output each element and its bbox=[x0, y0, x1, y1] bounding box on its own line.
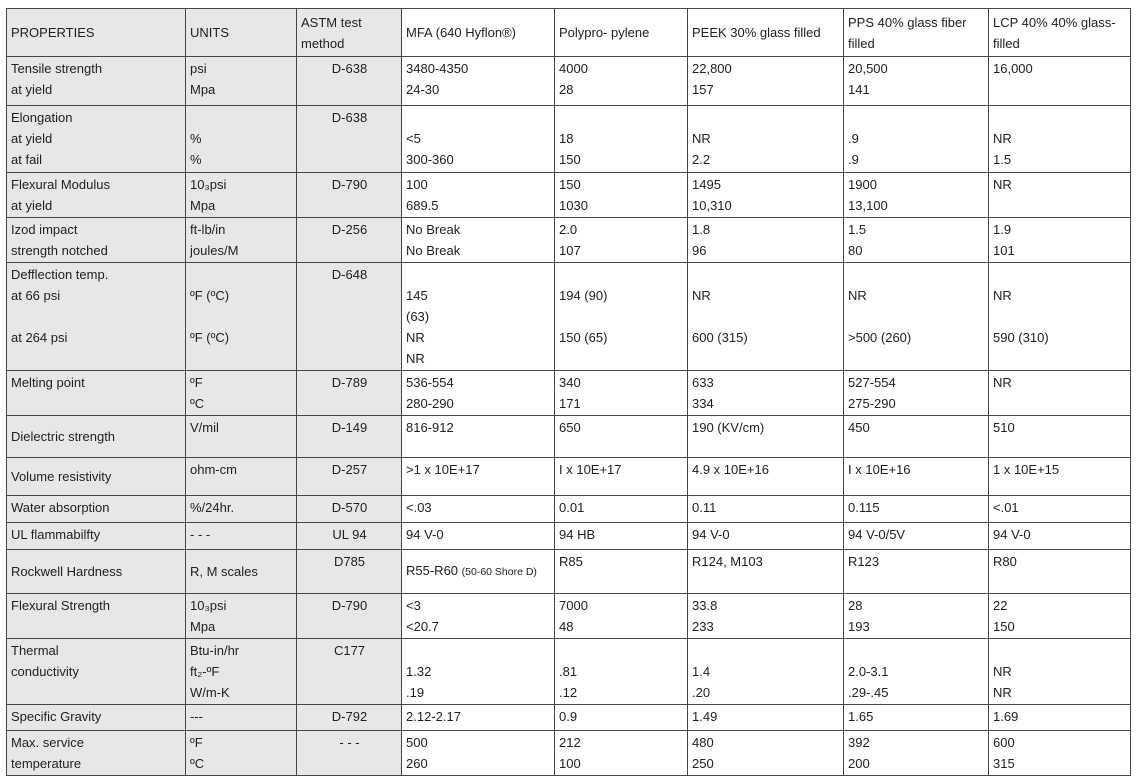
cell-thermal-conductivity-pps: 2.0-3.1 .29-.45 bbox=[844, 639, 989, 705]
cell-elongation-astm: D-638 bbox=[297, 106, 402, 173]
cell-specific-gravity-properties: Specific Gravity bbox=[7, 705, 186, 731]
cell-flexural-modulus-peek: 1495 10,310 bbox=[688, 173, 844, 218]
cell-ul-flammability-astm: UL 94 bbox=[297, 523, 402, 550]
cell-rockwell-hardness-properties: Rockwell Hardness bbox=[7, 550, 186, 594]
cell-rockwell-hardness-lcp: R80 bbox=[989, 550, 1131, 594]
cell-ul-flammability-lcp: 94 V-0 bbox=[989, 523, 1131, 550]
cell-specific-gravity-polypropylene: 0.9 bbox=[555, 705, 688, 731]
cell-flexural-strength-units: 10₃psi Mpa bbox=[186, 594, 297, 639]
cell-izod-impact-lcp: 1.9 101 bbox=[989, 218, 1131, 263]
cell-thermal-conductivity-units: Btu-in/hr ft₂-ºF W/m-K bbox=[186, 639, 297, 705]
table-row-ul-flammability bbox=[7, 523, 1131, 550]
cell-specific-gravity-units: --- bbox=[186, 705, 297, 731]
table-row-specific-gravity bbox=[7, 705, 1131, 731]
cell-flexural-strength-pps: 28 193 bbox=[844, 594, 989, 639]
cell-deflection-temp-peek: NR 600 (315) bbox=[688, 263, 844, 371]
cell-max-service-temp-peek: 480 250 bbox=[688, 731, 844, 776]
cell-dielectric-strength-astm: D-149 bbox=[297, 416, 402, 458]
material-properties-table-wrapper bbox=[6, 8, 1131, 776]
cell-volume-resistivity-pps: I x 10E+16 bbox=[844, 458, 989, 496]
cell-thermal-conductivity-properties: Thermal conductivity bbox=[7, 639, 186, 705]
table-row-deflection-temp bbox=[7, 263, 1131, 371]
cell-elongation-lcp: NR 1.5 bbox=[989, 106, 1131, 173]
cell-melting-point-pps: 527-554 275-290 bbox=[844, 371, 989, 416]
cell-flexural-strength-lcp: 22 150 bbox=[989, 594, 1131, 639]
cell-elongation-pps: .9 .9 bbox=[844, 106, 989, 173]
cell-flexural-modulus-properties: Flexural Modulus at yield bbox=[7, 173, 186, 218]
table-row-izod-impact bbox=[7, 218, 1131, 263]
cell-elongation-peek: NR 2.2 bbox=[688, 106, 844, 173]
cell-ul-flammability-properties: UL flammabilfty bbox=[7, 523, 186, 550]
cell-flexural-strength-mfa: <3 <20.7 bbox=[402, 594, 555, 639]
cell-tensile-strength-polypropylene: 4000 28 bbox=[555, 57, 688, 106]
cell-dielectric-strength-pps: 450 bbox=[844, 416, 989, 458]
cell-flexural-modulus-astm: D-790 bbox=[297, 173, 402, 218]
cell-izod-impact-polypropylene: 2.0 107 bbox=[555, 218, 688, 263]
cell-izod-impact-mfa: No Break No Break bbox=[402, 218, 555, 263]
cell-melting-point-mfa: 536-554 280-290 bbox=[402, 371, 555, 416]
table-row-melting-point bbox=[7, 371, 1131, 416]
header-cell-mfa: MFA (640 Hyflon®) bbox=[402, 9, 555, 57]
cell-specific-gravity-mfa: 2.12-2.17 bbox=[402, 705, 555, 731]
cell-water-absorption-polypropylene: 0.01 bbox=[555, 496, 688, 523]
cell-deflection-temp-polypropylene: 194 (90) 150 (65) bbox=[555, 263, 688, 371]
table-row-flexural-strength bbox=[7, 594, 1131, 639]
table-row-elongation bbox=[7, 106, 1131, 173]
cell-water-absorption-properties: Water absorption bbox=[7, 496, 186, 523]
cell-thermal-conductivity-lcp: NR NR bbox=[989, 639, 1131, 705]
cell-ul-flammability-units: - - - bbox=[186, 523, 297, 550]
cell-dielectric-strength-properties: Dielectric strength bbox=[7, 416, 186, 458]
cell-specific-gravity-peek: 1.49 bbox=[688, 705, 844, 731]
cell-deflection-temp-units: ºF (ºC) ºF (ºC) bbox=[186, 263, 297, 371]
cell-dielectric-strength-lcp: 510 bbox=[989, 416, 1131, 458]
table-row-thermal-conductivity bbox=[7, 639, 1131, 705]
cell-water-absorption-peek: 0.11 bbox=[688, 496, 844, 523]
cell-tensile-strength-astm: D-638 bbox=[297, 57, 402, 106]
cell-rockwell-hardness-astm: D785 bbox=[297, 550, 402, 594]
cell-flexural-modulus-mfa: 100 689.5 bbox=[402, 173, 555, 218]
cell-deflection-temp-astm: D-648 bbox=[297, 263, 402, 371]
cell-deflection-temp-lcp: NR 590 (310) bbox=[989, 263, 1131, 371]
table-row-max-service-temp bbox=[7, 731, 1131, 776]
cell-flexural-strength-polypropylene: 7000 48 bbox=[555, 594, 688, 639]
table-row-volume-resistivity bbox=[7, 458, 1131, 496]
cell-tensile-strength-lcp: 16,000 bbox=[989, 57, 1131, 106]
header-cell-properties: PROPERTIES bbox=[7, 9, 186, 57]
cell-flexural-strength-astm: D-790 bbox=[297, 594, 402, 639]
cell-water-absorption-mfa: <.03 bbox=[402, 496, 555, 523]
cell-max-service-temp-astm: - - - bbox=[297, 731, 402, 776]
cell-volume-resistivity-polypropylene: I x 10E+17 bbox=[555, 458, 688, 496]
cell-tensile-strength-units: psi Mpa bbox=[186, 57, 297, 106]
cell-thermal-conductivity-polypropylene: .81 .12 bbox=[555, 639, 688, 705]
cell-thermal-conductivity-mfa: 1.32 .19 bbox=[402, 639, 555, 705]
cell-rockwell-hardness-polypropylene: R85 bbox=[555, 550, 688, 594]
cell-rockwell-hardness-units: R, M scales bbox=[186, 550, 297, 594]
cell-melting-point-properties: Melting point bbox=[7, 371, 186, 416]
cell-volume-resistivity-lcp: 1 x 10E+15 bbox=[989, 458, 1131, 496]
table-row-flexural-modulus bbox=[7, 173, 1131, 218]
header-cell-units: UNITS bbox=[186, 9, 297, 57]
cell-izod-impact-properties: Izod impact strength notched bbox=[7, 218, 186, 263]
cell-thermal-conductivity-peek: 1.4 .20 bbox=[688, 639, 844, 705]
cell-flexural-modulus-units: 10₃psi Mpa bbox=[186, 173, 297, 218]
cell-flexural-modulus-pps: 1900 13,100 bbox=[844, 173, 989, 218]
cell-deflection-temp-pps: NR >500 (260) bbox=[844, 263, 989, 371]
cell-tensile-strength-mfa: 3480-4350 24-30 bbox=[402, 57, 555, 106]
material-properties-table bbox=[6, 8, 1131, 776]
cell-flexural-strength-properties: Flexural Strength bbox=[7, 594, 186, 639]
header-cell-lcp: LCP 40% 40% glass-filled bbox=[989, 9, 1131, 57]
cell-melting-point-astm: D-789 bbox=[297, 371, 402, 416]
table-row-tensile-strength bbox=[7, 57, 1131, 106]
header-cell-pps: PPS 40% glass fiber filled bbox=[844, 9, 989, 57]
header-cell-peek: PEEK 30% glass filled bbox=[688, 9, 844, 57]
cell-tensile-strength-properties: Tensile strength at yield bbox=[7, 57, 186, 106]
cell-elongation-polypropylene: 18 150 bbox=[555, 106, 688, 173]
cell-volume-resistivity-peek: 4.9 x 10E+16 bbox=[688, 458, 844, 496]
cell-elongation-mfa: <5 300-360 bbox=[402, 106, 555, 173]
cell-dielectric-strength-mfa: 816-912 bbox=[402, 416, 555, 458]
cell-water-absorption-units: %/24hr. bbox=[186, 496, 297, 523]
cell-max-service-temp-lcp: 600 315 bbox=[989, 731, 1131, 776]
header-cell-polypropylene: Polypro- pylene bbox=[555, 9, 688, 57]
cell-water-absorption-lcp: <.01 bbox=[989, 496, 1131, 523]
cell-flexural-modulus-polypropylene: 150 1030 bbox=[555, 173, 688, 218]
cell-dielectric-strength-polypropylene: 650 bbox=[555, 416, 688, 458]
cell-melting-point-units: ºF ºC bbox=[186, 371, 297, 416]
cell-rockwell-hardness-mfa: R55-R60 (50-60 Shore D) bbox=[402, 550, 555, 594]
cell-ul-flammability-polypropylene: 94 HB bbox=[555, 523, 688, 550]
table-row-rockwell-hardness bbox=[7, 550, 1131, 594]
cell-izod-impact-pps: 1.5 80 bbox=[844, 218, 989, 263]
cell-water-absorption-astm: D-570 bbox=[297, 496, 402, 523]
cell-rockwell-hardness-peek: R124, M103 bbox=[688, 550, 844, 594]
cell-specific-gravity-pps: 1.65 bbox=[844, 705, 989, 731]
cell-izod-impact-peek: 1.8 96 bbox=[688, 218, 844, 263]
cell-dielectric-strength-units: V/mil bbox=[186, 416, 297, 458]
cell-water-absorption-pps: 0.115 bbox=[844, 496, 989, 523]
cell-volume-resistivity-astm: D-257 bbox=[297, 458, 402, 496]
cell-deflection-temp-mfa: 145 (63) NR NR bbox=[402, 263, 555, 371]
cell-flexural-modulus-lcp: NR bbox=[989, 173, 1131, 218]
cell-ul-flammability-pps: 94 V-0/5V bbox=[844, 523, 989, 550]
cell-melting-point-lcp: NR bbox=[989, 371, 1131, 416]
cell-volume-resistivity-properties: Volume resistivity bbox=[7, 458, 186, 496]
cell-text-small: (50-60 Shore D) bbox=[461, 566, 537, 578]
cell-ul-flammability-mfa: 94 V-0 bbox=[402, 523, 555, 550]
table-row-dielectric-strength bbox=[7, 416, 1131, 458]
table-row-water-absorption bbox=[7, 496, 1131, 523]
header-cell-astm: ASTM test method bbox=[297, 9, 402, 57]
cell-rockwell-hardness-pps: R123 bbox=[844, 550, 989, 594]
cell-tensile-strength-peek: 22,800 157 bbox=[688, 57, 844, 106]
cell-thermal-conductivity-astm: C177 bbox=[297, 639, 402, 705]
cell-tensile-strength-pps: 20,500 141 bbox=[844, 57, 989, 106]
cell-max-service-temp-properties: Max. service temperature bbox=[7, 731, 186, 776]
cell-volume-resistivity-mfa: >1 x 10E+17 bbox=[402, 458, 555, 496]
cell-izod-impact-units: ft-lb/in joules/M bbox=[186, 218, 297, 263]
cell-dielectric-strength-peek: 190 (KV/cm) bbox=[688, 416, 844, 458]
cell-specific-gravity-astm: D-792 bbox=[297, 705, 402, 731]
cell-deflection-temp-properties: Defflection temp. at 66 psi at 264 psi bbox=[7, 263, 186, 371]
cell-melting-point-polypropylene: 340 171 bbox=[555, 371, 688, 416]
cell-max-service-temp-units: ºF ºC bbox=[186, 731, 297, 776]
cell-volume-resistivity-units: ohm-cm bbox=[186, 458, 297, 496]
cell-max-service-temp-mfa: 500 260 bbox=[402, 731, 555, 776]
cell-max-service-temp-polypropylene: 212 100 bbox=[555, 731, 688, 776]
cell-ul-flammability-peek: 94 V-0 bbox=[688, 523, 844, 550]
cell-melting-point-peek: 633 334 bbox=[688, 371, 844, 416]
cell-max-service-temp-pps: 392 200 bbox=[844, 731, 989, 776]
cell-izod-impact-astm: D-256 bbox=[297, 218, 402, 263]
cell-elongation-units: % % bbox=[186, 106, 297, 173]
cell-specific-gravity-lcp: 1.69 bbox=[989, 705, 1131, 731]
cell-elongation-properties: Elongation at yield at fail bbox=[7, 106, 186, 173]
cell-flexural-strength-peek: 33.8 233 bbox=[688, 594, 844, 639]
